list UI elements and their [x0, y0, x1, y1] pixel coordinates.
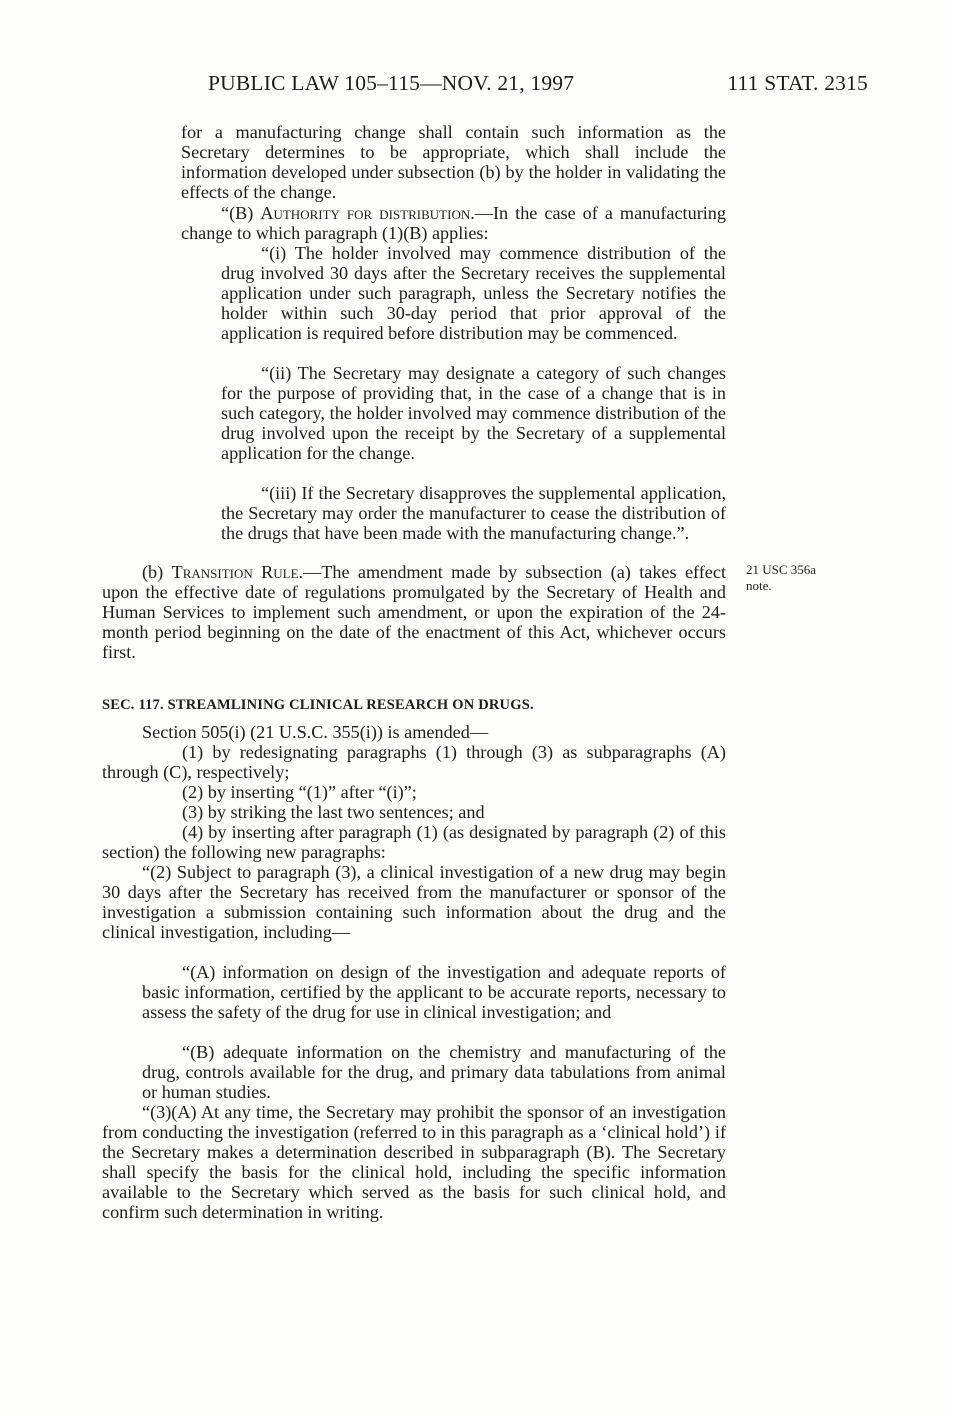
header-stat-page: 111 STAT. 2315: [727, 71, 868, 95]
new-paragraph-2: “(2) Subject to paragraph (3), a clinical investigation of a new drug may begin 30 days after the Secretary has received from the manufacturer or sponsor of the investigation a submission containing such information about the drug and the clinical investigation, including—: [102, 862, 726, 942]
paragraph-heading: Transition Rule: [171, 562, 299, 582]
margin-note-usc: [746, 562, 866, 594]
clause-iii: “(iii) If the Secretary disapproves the supplemental application, the Secretary may order the manufacturer to cease the distribution of the drugs that have been made with the manufacturing change.”.: [221, 483, 726, 543]
header-law-citation: PUBLIC LAW 105–115—NOV. 21, 1997: [208, 71, 575, 95]
clause-i: “(i) The holder involved may commence distribution of the drug involved 30 days after the Secretary receives the supplemental application under such paragraph, unless the Secretary notifies the holder within such 30-day period that prior approval of the application is required before distribution may be commenced.: [221, 243, 726, 343]
amendment-item-1: (1) by redesignating paragraphs (1) through (3) as subparagraphs (A) through (C), respectively;: [102, 742, 726, 782]
paragraph-body: .—The amendment made by subsection (a) takes effect upon the effective date of regulations promulgated by the Secretary of Health and Human Services to implement such amendment, or upon the expiration of the 24-month period beginning on the date of the enactment of this Act, whichever occurs first.: [102, 562, 726, 662]
paragraph-lead: (b): [142, 562, 172, 582]
margin-note-label: note.: [746, 578, 772, 593]
amendment-item-2: (2) by inserting “(1)” after “(i)”;: [182, 782, 417, 802]
new-subparagraph-2b: “(B) adequate information on the chemistry and manufacturing of the drug, controls available for the drug, and primary data tabulations from animal or human studies.: [142, 1042, 726, 1102]
paragraph-manufacturing-change-info: for a manufacturing change shall contain such information as the Secretary determines to be appropriate, which shall include the information developed under subsection (b) by the holder in validating the effects of the change.: [181, 122, 726, 202]
new-subparagraph-2a: “(A) information on design of the investigation and adequate reports of basic information, certified by the applicant to be accurate reports, necessary to assess the safety of the drug for use in clinical investigation; and: [142, 962, 726, 1022]
new-paragraph-3a: “(3)(A) At any time, the Secretary may prohibit the sponsor of an investigation from conducting the investigation (referred to in this paragraph as a ‘clinical hold’) if the Secretary makes a determination described in subparagraph (B). The Secretary shall specify the basis for the clinical hold, including the specific information available to the Secretary which served as the basis for such clinical hold, and confirm such determination in writing.: [102, 1102, 726, 1222]
paragraph-lead: “(B): [221, 203, 261, 223]
section-117-heading: SEC. 117. STREAMLINING CLINICAL RESEARCH ON DRUGS.: [102, 697, 534, 713]
amendment-item-4: (4) by inserting after paragraph (1) (as designated by paragraph (2) of this section) the following new paragraphs:: [102, 822, 726, 862]
margin-note-citation: 21 USC 356a: [746, 562, 817, 577]
clause-ii: “(ii) The Secretary may designate a category of such changes for the purpose of providing that, in the case of a change that is in such category, the holder involved may commence distribution of the drug involved upon the receipt by the Secretary of a supplemental application for the change.: [221, 363, 726, 463]
paragraph-heading: Authority for distribution: [260, 203, 471, 223]
subsection-b-transition-rule: [102, 562, 726, 662]
amendment-item-3: (3) by striking the last two sentences; and: [182, 802, 485, 822]
paragraph-body: .—In the case of a manufacturing change to which paragraph (1)(B) applies:: [181, 203, 726, 243]
paragraph-section-505i-amended: Section 505(i) (21 U.S.C. 355(i)) is amended—: [142, 722, 489, 742]
paragraph-authority-for-distribution: [181, 203, 726, 243]
